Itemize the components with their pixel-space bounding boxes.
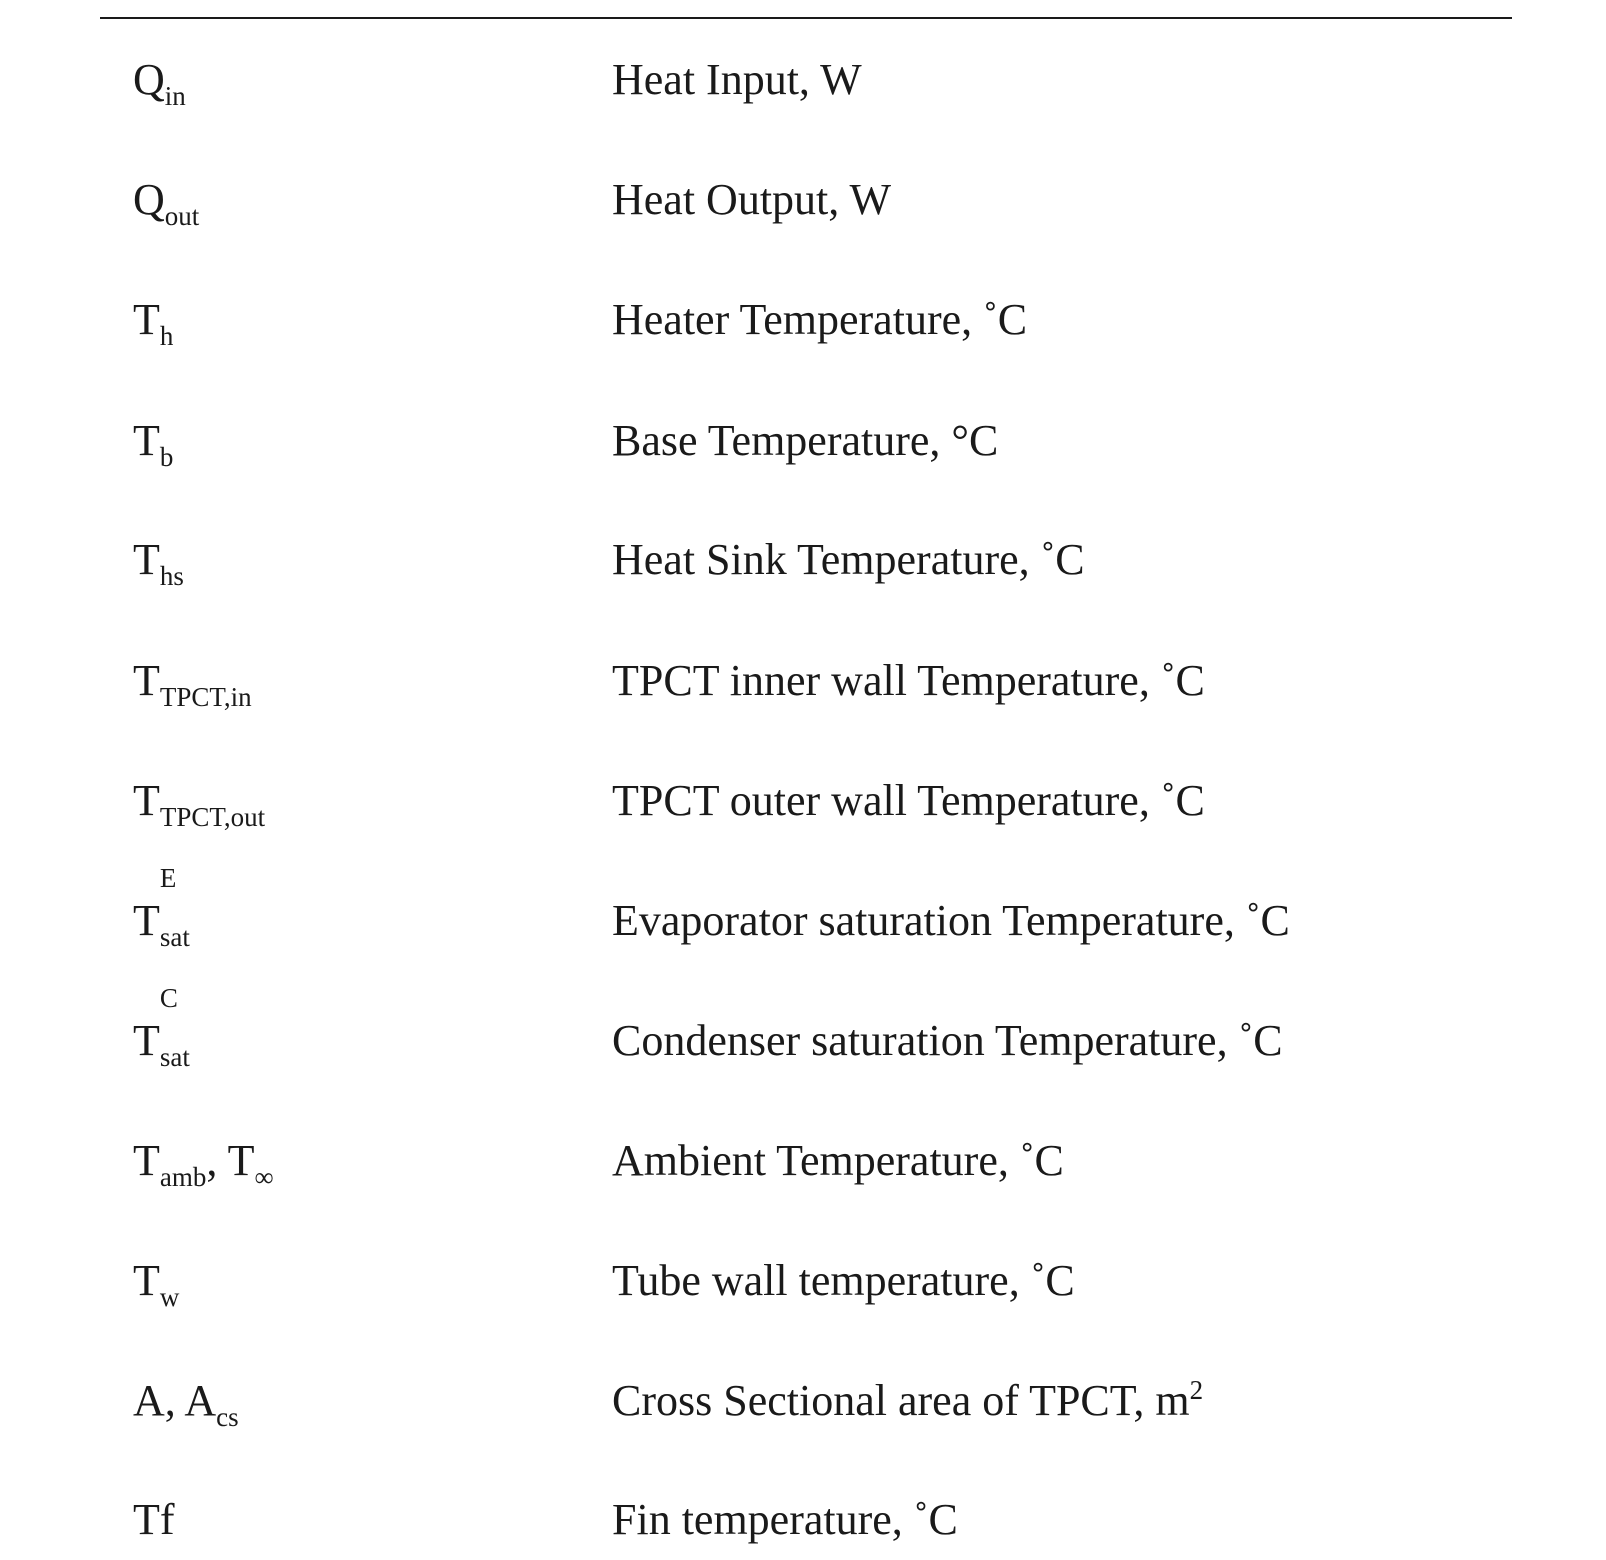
table-row	[0, 1121, 1606, 1201]
symbol: $T_h$	[133, 295, 174, 351]
symbol: $T_{amb}$, $T_\infty$	[133, 1136, 274, 1192]
symbol: $T_b$	[133, 416, 174, 472]
table-row	[0, 1241, 1606, 1321]
description: Cross Sectional area of TPCT, $m^2$	[612, 1375, 1204, 1425]
description: Heat Sink Temperature, ˚C	[612, 535, 1085, 584]
description: Fin temperature, ˚C	[612, 1495, 958, 1544]
symbol: $T_{TPCT,out}$	[133, 776, 266, 832]
table-row	[0, 1480, 1606, 1560]
description: Tube wall temperature, ˚C	[612, 1256, 1075, 1305]
symbol: $T_w$	[133, 1256, 180, 1312]
symbol: Tf	[133, 1495, 175, 1544]
top-rule	[100, 17, 1512, 19]
description: Heat Input, W	[612, 55, 862, 104]
table-row	[0, 401, 1606, 481]
table-row	[0, 761, 1606, 841]
description: Condenser saturation Temperature, ˚C	[612, 1016, 1283, 1065]
symbol: $T_{TPCT,in}$	[133, 656, 252, 712]
symbol: $Q_{in}$	[133, 55, 186, 111]
table-row	[0, 40, 1606, 120]
symbol: $Q_{out}$	[133, 175, 200, 231]
symbol: T C $_{sat}$	[133, 983, 190, 1072]
table-row	[0, 641, 1606, 721]
symbol: $T_{hs}$	[133, 535, 184, 591]
description: Heat Output, W	[612, 175, 892, 224]
symbol: T E $_{sat}$	[133, 863, 190, 952]
table-row	[0, 160, 1606, 240]
description: Heater Temperature, ˚C	[612, 295, 1028, 344]
description: Base Temperature, °C	[612, 416, 999, 465]
table-row	[0, 863, 1606, 961]
table-row	[0, 520, 1606, 600]
table-row	[0, 280, 1606, 360]
table-row	[0, 983, 1606, 1081]
description: TPCT inner wall Temperature, ˚C	[612, 656, 1205, 705]
description: TPCT outer wall Temperature, ˚C	[612, 776, 1205, 825]
description: Ambient Temperature, ˚C	[612, 1136, 1064, 1185]
symbol: A, $A_{cs}$	[133, 1376, 239, 1432]
description: Evaporator saturation Temperature, ˚C	[612, 896, 1290, 945]
table-row	[0, 1361, 1606, 1441]
